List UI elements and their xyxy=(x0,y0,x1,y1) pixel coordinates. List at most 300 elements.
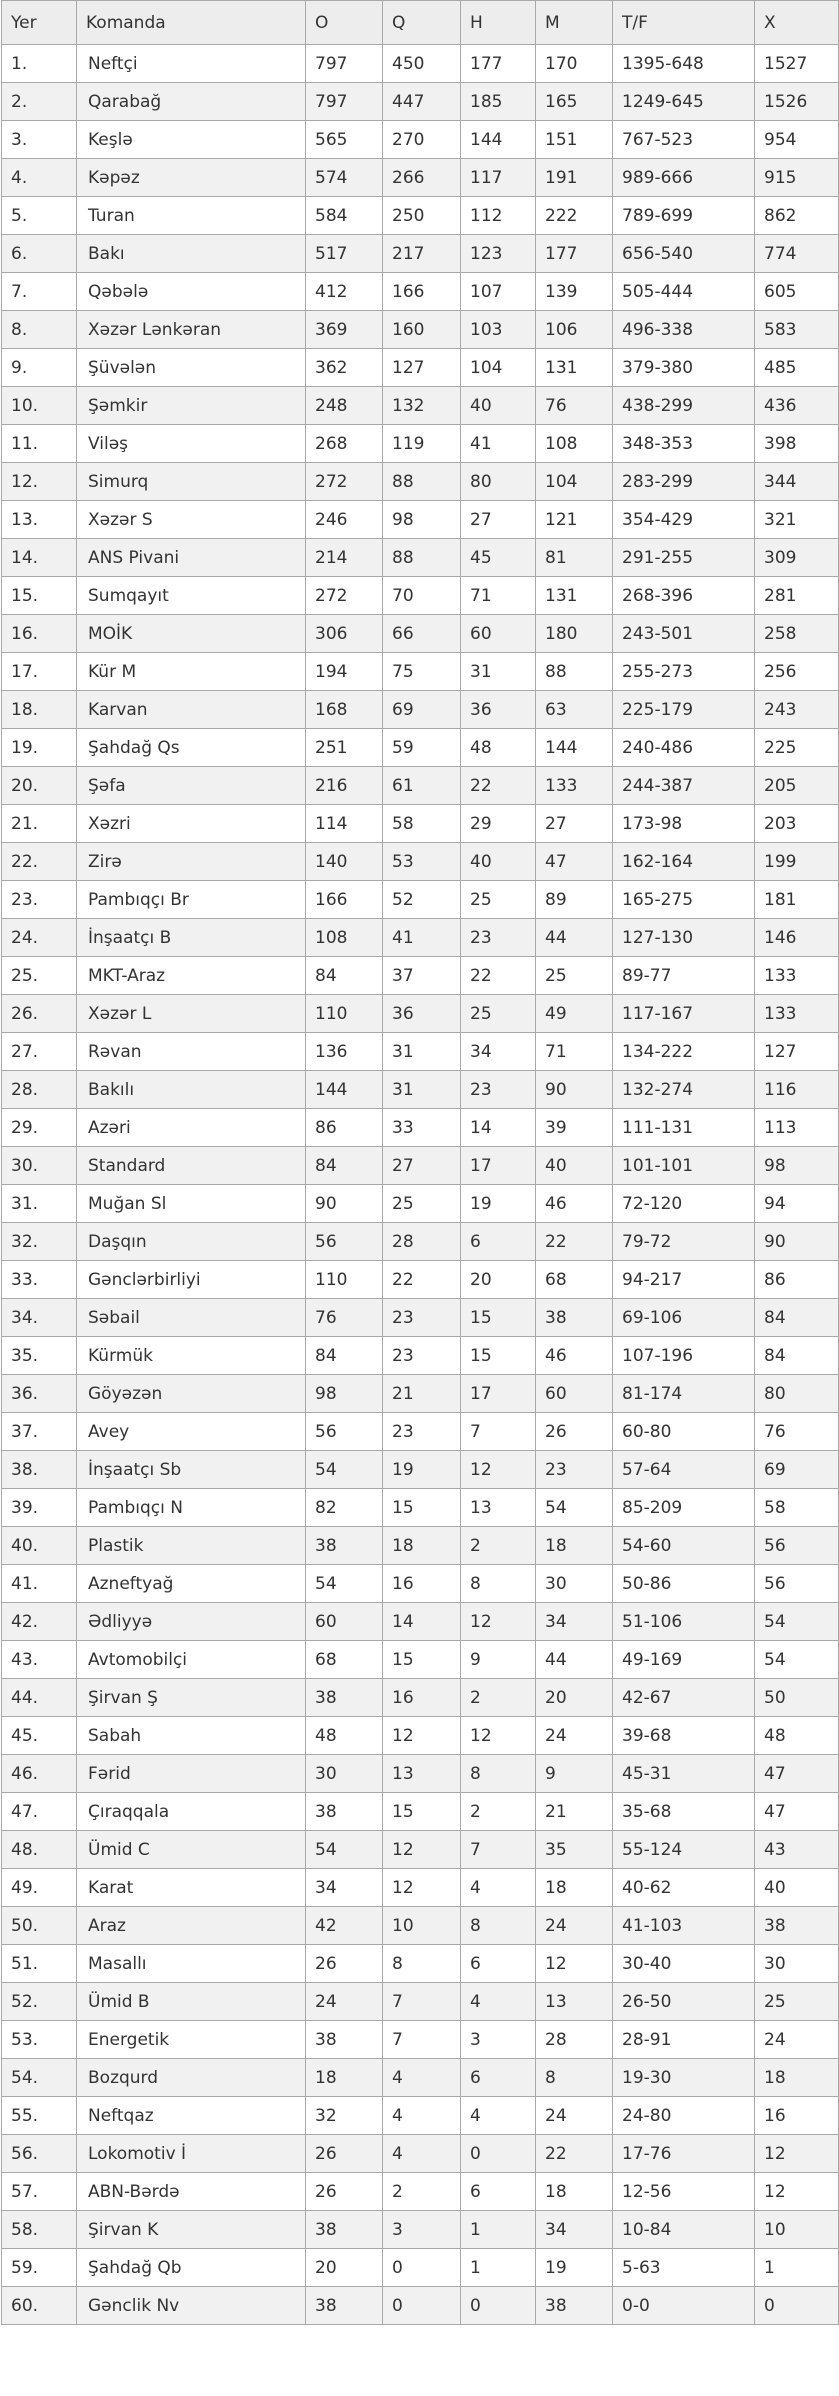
rank-cell: 40. xyxy=(2,1527,77,1565)
losses-cell: 8 xyxy=(536,2059,613,2097)
wins-cell: 7 xyxy=(383,1983,461,2021)
goals-cell: 101-101 xyxy=(613,1147,755,1185)
points-cell: 127 xyxy=(755,1033,839,1071)
losses-cell: 165 xyxy=(536,83,613,121)
team-cell: Göyəzən xyxy=(77,1375,306,1413)
played-cell: 110 xyxy=(306,995,383,1033)
draws-cell: 8 xyxy=(461,1565,536,1603)
table-row xyxy=(2,1299,839,1337)
wins-cell: 22 xyxy=(383,1261,461,1299)
played-cell: 108 xyxy=(306,919,383,957)
wins-cell: 19 xyxy=(383,1451,461,1489)
played-cell: 140 xyxy=(306,843,383,881)
goals-cell: 85-209 xyxy=(613,1489,755,1527)
points-cell: 0 xyxy=(755,2287,839,2325)
played-cell: 584 xyxy=(306,197,383,235)
played-cell: 84 xyxy=(306,1337,383,1375)
wins-cell: 12 xyxy=(383,1869,461,1907)
team-cell: Fərid xyxy=(77,1755,306,1793)
losses-cell: 133 xyxy=(536,767,613,805)
table-row xyxy=(2,2135,839,2173)
points-cell: 281 xyxy=(755,577,839,615)
table-row xyxy=(2,121,839,159)
losses-cell: 139 xyxy=(536,273,613,311)
losses-cell: 46 xyxy=(536,1185,613,1223)
team-cell: Azneftyağ xyxy=(77,1565,306,1603)
goals-cell: 132-274 xyxy=(613,1071,755,1109)
losses-cell: 144 xyxy=(536,729,613,767)
wins-cell: 61 xyxy=(383,767,461,805)
rank-cell: 18. xyxy=(2,691,77,729)
rank-cell: 25. xyxy=(2,957,77,995)
losses-cell: 121 xyxy=(536,501,613,539)
draws-cell: 25 xyxy=(461,881,536,919)
points-cell: 1527 xyxy=(755,45,839,83)
table-row xyxy=(2,1907,839,1945)
wins-cell: 4 xyxy=(383,2135,461,2173)
draws-cell: 144 xyxy=(461,121,536,159)
losses-cell: 60 xyxy=(536,1375,613,1413)
draws-cell: 4 xyxy=(461,1983,536,2021)
team-cell: Energetik xyxy=(77,2021,306,2059)
played-cell: 246 xyxy=(306,501,383,539)
team-cell: İnşaatçı Sb xyxy=(77,1451,306,1489)
team-cell: Gənclik Nv xyxy=(77,2287,306,2325)
goals-cell: 49-169 xyxy=(613,1641,755,1679)
goals-cell: 24-80 xyxy=(613,2097,755,2135)
rank-cell: 7. xyxy=(2,273,77,311)
goals-cell: 767-523 xyxy=(613,121,755,159)
draws-cell: 15 xyxy=(461,1299,536,1337)
draws-cell: 6 xyxy=(461,1945,536,1983)
wins-cell: 41 xyxy=(383,919,461,957)
goals-cell: 42-67 xyxy=(613,1679,755,1717)
team-cell: Gənclərbirliyi xyxy=(77,1261,306,1299)
rank-cell: 12. xyxy=(2,463,77,501)
table-row xyxy=(2,1489,839,1527)
goals-cell: 165-275 xyxy=(613,881,755,919)
table-row xyxy=(2,1755,839,1793)
goals-cell: 117-167 xyxy=(613,995,755,1033)
goals-cell: 72-120 xyxy=(613,1185,755,1223)
losses-cell: 18 xyxy=(536,2173,613,2211)
losses-cell: 24 xyxy=(536,2097,613,2135)
wins-cell: 3 xyxy=(383,2211,461,2249)
played-cell: 42 xyxy=(306,1907,383,1945)
draws-cell: 103 xyxy=(461,311,536,349)
points-cell: 258 xyxy=(755,615,839,653)
played-cell: 144 xyxy=(306,1071,383,1109)
draws-cell: 2 xyxy=(461,1679,536,1717)
rank-cell: 49. xyxy=(2,1869,77,1907)
draws-cell: 8 xyxy=(461,1907,536,1945)
rank-cell: 20. xyxy=(2,767,77,805)
rank-cell: 58. xyxy=(2,2211,77,2249)
draws-cell: 12 xyxy=(461,1603,536,1641)
wins-cell: 75 xyxy=(383,653,461,691)
played-cell: 54 xyxy=(306,1831,383,1869)
played-cell: 18 xyxy=(306,2059,383,2097)
table-row xyxy=(2,539,839,577)
losses-cell: 28 xyxy=(536,2021,613,2059)
table-row xyxy=(2,1451,839,1489)
draws-cell: 7 xyxy=(461,1831,536,1869)
points-cell: 1526 xyxy=(755,83,839,121)
points-cell: 256 xyxy=(755,653,839,691)
team-cell: Lokomotiv İ xyxy=(77,2135,306,2173)
rank-cell: 44. xyxy=(2,1679,77,1717)
points-cell: 56 xyxy=(755,1565,839,1603)
team-cell: Azəri xyxy=(77,1109,306,1147)
wins-cell: 52 xyxy=(383,881,461,919)
played-cell: 272 xyxy=(306,463,383,501)
played-cell: 84 xyxy=(306,957,383,995)
losses-cell: 44 xyxy=(536,1641,613,1679)
points-cell: 12 xyxy=(755,2135,839,2173)
losses-cell: 27 xyxy=(536,805,613,843)
draws-cell: 23 xyxy=(461,1071,536,1109)
played-cell: 110 xyxy=(306,1261,383,1299)
rank-cell: 11. xyxy=(2,425,77,463)
team-cell: Standard xyxy=(77,1147,306,1185)
draws-cell: 0 xyxy=(461,2287,536,2325)
draws-cell: 22 xyxy=(461,957,536,995)
wins-cell: 217 xyxy=(383,235,461,273)
losses-cell: 38 xyxy=(536,2287,613,2325)
table-row xyxy=(2,1147,839,1185)
rank-cell: 27. xyxy=(2,1033,77,1071)
points-cell: 76 xyxy=(755,1413,839,1451)
points-cell: 862 xyxy=(755,197,839,235)
goals-cell: 989-666 xyxy=(613,159,755,197)
draws-cell: 14 xyxy=(461,1109,536,1147)
rank-cell: 6. xyxy=(2,235,77,273)
played-cell: 136 xyxy=(306,1033,383,1071)
wins-cell: 16 xyxy=(383,1565,461,1603)
goals-cell: 5-63 xyxy=(613,2249,755,2287)
points-cell: 344 xyxy=(755,463,839,501)
header-cell-points: X xyxy=(755,1,839,45)
rank-cell: 9. xyxy=(2,349,77,387)
points-cell: 12 xyxy=(755,2173,839,2211)
goals-cell: 55-124 xyxy=(613,1831,755,1869)
points-cell: 30 xyxy=(755,1945,839,1983)
draws-cell: 60 xyxy=(461,615,536,653)
wins-cell: 15 xyxy=(383,1641,461,1679)
points-cell: 113 xyxy=(755,1109,839,1147)
rank-cell: 46. xyxy=(2,1755,77,1793)
goals-cell: 0-0 xyxy=(613,2287,755,2325)
played-cell: 268 xyxy=(306,425,383,463)
played-cell: 26 xyxy=(306,2135,383,2173)
draws-cell: 6 xyxy=(461,2173,536,2211)
goals-cell: 35-68 xyxy=(613,1793,755,1831)
wins-cell: 59 xyxy=(383,729,461,767)
table-row xyxy=(2,501,839,539)
table-row xyxy=(2,387,839,425)
team-cell: Rəvan xyxy=(77,1033,306,1071)
rank-cell: 22. xyxy=(2,843,77,881)
points-cell: 774 xyxy=(755,235,839,273)
table-row xyxy=(2,83,839,121)
played-cell: 38 xyxy=(306,2211,383,2249)
played-cell: 82 xyxy=(306,1489,383,1527)
losses-cell: 44 xyxy=(536,919,613,957)
team-cell: Ümid C xyxy=(77,1831,306,1869)
played-cell: 38 xyxy=(306,1679,383,1717)
wins-cell: 0 xyxy=(383,2249,461,2287)
draws-cell: 29 xyxy=(461,805,536,843)
goals-cell: 283-299 xyxy=(613,463,755,501)
draws-cell: 12 xyxy=(461,1717,536,1755)
played-cell: 98 xyxy=(306,1375,383,1413)
losses-cell: 106 xyxy=(536,311,613,349)
draws-cell: 27 xyxy=(461,501,536,539)
rank-cell: 54. xyxy=(2,2059,77,2097)
played-cell: 251 xyxy=(306,729,383,767)
played-cell: 574 xyxy=(306,159,383,197)
table-row xyxy=(2,615,839,653)
points-cell: 203 xyxy=(755,805,839,843)
draws-cell: 17 xyxy=(461,1147,536,1185)
draws-cell: 1 xyxy=(461,2249,536,2287)
team-cell: Şəfa xyxy=(77,767,306,805)
goals-cell: 243-501 xyxy=(613,615,755,653)
team-cell: Şirvan Ş xyxy=(77,1679,306,1717)
table-row xyxy=(2,1945,839,1983)
losses-cell: 13 xyxy=(536,1983,613,2021)
played-cell: 76 xyxy=(306,1299,383,1337)
team-cell: Turan xyxy=(77,197,306,235)
wins-cell: 58 xyxy=(383,805,461,843)
losses-cell: 89 xyxy=(536,881,613,919)
losses-cell: 104 xyxy=(536,463,613,501)
header-cell-rank: Yer xyxy=(2,1,77,45)
played-cell: 565 xyxy=(306,121,383,159)
goals-cell: 107-196 xyxy=(613,1337,755,1375)
points-cell: 605 xyxy=(755,273,839,311)
losses-cell: 88 xyxy=(536,653,613,691)
rank-cell: 5. xyxy=(2,197,77,235)
draws-cell: 0 xyxy=(461,2135,536,2173)
goals-cell: 50-86 xyxy=(613,1565,755,1603)
points-cell: 309 xyxy=(755,539,839,577)
losses-cell: 19 xyxy=(536,2249,613,2287)
team-cell: Pambıqçı Br xyxy=(77,881,306,919)
table-row xyxy=(2,1641,839,1679)
wins-cell: 25 xyxy=(383,1185,461,1223)
goals-cell: 30-40 xyxy=(613,1945,755,1983)
team-cell: Şəmkir xyxy=(77,387,306,425)
draws-cell: 20 xyxy=(461,1261,536,1299)
goals-cell: 94-217 xyxy=(613,1261,755,1299)
losses-cell: 71 xyxy=(536,1033,613,1071)
team-cell: Şüvələn xyxy=(77,349,306,387)
goals-cell: 656-540 xyxy=(613,235,755,273)
table-row xyxy=(2,1033,839,1071)
losses-cell: 22 xyxy=(536,1223,613,1261)
team-cell: Qəbələ xyxy=(77,273,306,311)
wins-cell: 16 xyxy=(383,1679,461,1717)
wins-cell: 88 xyxy=(383,463,461,501)
points-cell: 1 xyxy=(755,2249,839,2287)
goals-cell: 60-80 xyxy=(613,1413,755,1451)
goals-cell: 54-60 xyxy=(613,1527,755,1565)
wins-cell: 2 xyxy=(383,2173,461,2211)
goals-cell: 354-429 xyxy=(613,501,755,539)
wins-cell: 37 xyxy=(383,957,461,995)
played-cell: 32 xyxy=(306,2097,383,2135)
wins-cell: 66 xyxy=(383,615,461,653)
wins-cell: 8 xyxy=(383,1945,461,1983)
losses-cell: 108 xyxy=(536,425,613,463)
points-cell: 38 xyxy=(755,1907,839,1945)
team-cell: Ümid B xyxy=(77,1983,306,2021)
goals-cell: 348-353 xyxy=(613,425,755,463)
losses-cell: 18 xyxy=(536,1527,613,1565)
played-cell: 38 xyxy=(306,1527,383,1565)
wins-cell: 23 xyxy=(383,1413,461,1451)
table-row xyxy=(2,1679,839,1717)
draws-cell: 41 xyxy=(461,425,536,463)
rank-cell: 19. xyxy=(2,729,77,767)
team-cell: Daşqın xyxy=(77,1223,306,1261)
losses-cell: 22 xyxy=(536,2135,613,2173)
table-row xyxy=(2,957,839,995)
rank-cell: 13. xyxy=(2,501,77,539)
goals-cell: 57-64 xyxy=(613,1451,755,1489)
team-cell: Bakı xyxy=(77,235,306,273)
goals-cell: 81-174 xyxy=(613,1375,755,1413)
table-header xyxy=(2,1,839,45)
table-row xyxy=(2,1793,839,1831)
wins-cell: 0 xyxy=(383,2287,461,2325)
goals-cell: 40-62 xyxy=(613,1869,755,1907)
draws-cell: 4 xyxy=(461,1869,536,1907)
wins-cell: 23 xyxy=(383,1299,461,1337)
wins-cell: 14 xyxy=(383,1603,461,1641)
team-cell: Şirvan K xyxy=(77,2211,306,2249)
played-cell: 214 xyxy=(306,539,383,577)
table-row xyxy=(2,691,839,729)
team-cell: Avey xyxy=(77,1413,306,1451)
team-cell: Viləş xyxy=(77,425,306,463)
table-row xyxy=(2,1565,839,1603)
goals-cell: 28-91 xyxy=(613,2021,755,2059)
table-row xyxy=(2,1223,839,1261)
team-cell: Kəpəz xyxy=(77,159,306,197)
team-cell: Keşlə xyxy=(77,121,306,159)
table-row xyxy=(2,1375,839,1413)
table-row xyxy=(2,881,839,919)
table-row xyxy=(2,1717,839,1755)
goals-cell: 1395-648 xyxy=(613,45,755,83)
team-cell: Neftçi xyxy=(77,45,306,83)
table-row xyxy=(2,349,839,387)
rank-cell: 26. xyxy=(2,995,77,1033)
played-cell: 60 xyxy=(306,1603,383,1641)
wins-cell: 4 xyxy=(383,2097,461,2135)
team-cell: Şahdağ Qs xyxy=(77,729,306,767)
losses-cell: 9 xyxy=(536,1755,613,1793)
rank-cell: 55. xyxy=(2,2097,77,2135)
losses-cell: 18 xyxy=(536,1869,613,1907)
points-cell: 98 xyxy=(755,1147,839,1185)
rank-cell: 2. xyxy=(2,83,77,121)
rank-cell: 35. xyxy=(2,1337,77,1375)
rank-cell: 23. xyxy=(2,881,77,919)
points-cell: 69 xyxy=(755,1451,839,1489)
losses-cell: 191 xyxy=(536,159,613,197)
points-cell: 583 xyxy=(755,311,839,349)
team-cell: Pambıqçı N xyxy=(77,1489,306,1527)
draws-cell: 23 xyxy=(461,919,536,957)
points-cell: 18 xyxy=(755,2059,839,2097)
team-cell: Karat xyxy=(77,1869,306,1907)
draws-cell: 1 xyxy=(461,2211,536,2249)
points-cell: 243 xyxy=(755,691,839,729)
wins-cell: 69 xyxy=(383,691,461,729)
table-row xyxy=(2,1869,839,1907)
points-cell: 47 xyxy=(755,1793,839,1831)
draws-cell: 17 xyxy=(461,1375,536,1413)
table-row xyxy=(2,1185,839,1223)
wins-cell: 36 xyxy=(383,995,461,1033)
losses-cell: 46 xyxy=(536,1337,613,1375)
rank-cell: 45. xyxy=(2,1717,77,1755)
table-row xyxy=(2,1413,839,1451)
played-cell: 26 xyxy=(306,1945,383,1983)
goals-cell: 134-222 xyxy=(613,1033,755,1071)
losses-cell: 26 xyxy=(536,1413,613,1451)
team-cell: Bakılı xyxy=(77,1071,306,1109)
draws-cell: 31 xyxy=(461,653,536,691)
rank-cell: 51. xyxy=(2,1945,77,1983)
points-cell: 485 xyxy=(755,349,839,387)
draws-cell: 40 xyxy=(461,387,536,425)
draws-cell: 6 xyxy=(461,2059,536,2097)
played-cell: 38 xyxy=(306,2287,383,2325)
draws-cell: 104 xyxy=(461,349,536,387)
played-cell: 216 xyxy=(306,767,383,805)
table-row xyxy=(2,273,839,311)
team-cell: Çıraqqala xyxy=(77,1793,306,1831)
losses-cell: 180 xyxy=(536,615,613,653)
points-cell: 116 xyxy=(755,1071,839,1109)
table-row xyxy=(2,1831,839,1869)
goals-cell: 244-387 xyxy=(613,767,755,805)
goals-cell: 162-164 xyxy=(613,843,755,881)
played-cell: 30 xyxy=(306,1755,383,1793)
draws-cell: 40 xyxy=(461,843,536,881)
draws-cell: 4 xyxy=(461,2097,536,2135)
goals-cell: 19-30 xyxy=(613,2059,755,2097)
losses-cell: 30 xyxy=(536,1565,613,1603)
wins-cell: 127 xyxy=(383,349,461,387)
rank-cell: 21. xyxy=(2,805,77,843)
played-cell: 54 xyxy=(306,1565,383,1603)
wins-cell: 160 xyxy=(383,311,461,349)
table-row xyxy=(2,235,839,273)
losses-cell: 39 xyxy=(536,1109,613,1147)
goals-cell: 111-131 xyxy=(613,1109,755,1147)
table-row xyxy=(2,311,839,349)
losses-cell: 177 xyxy=(536,235,613,273)
header-row xyxy=(2,1,839,45)
team-cell: Xəzər L xyxy=(77,995,306,1033)
played-cell: 26 xyxy=(306,2173,383,2211)
header-cell-wins: Q xyxy=(383,1,461,45)
